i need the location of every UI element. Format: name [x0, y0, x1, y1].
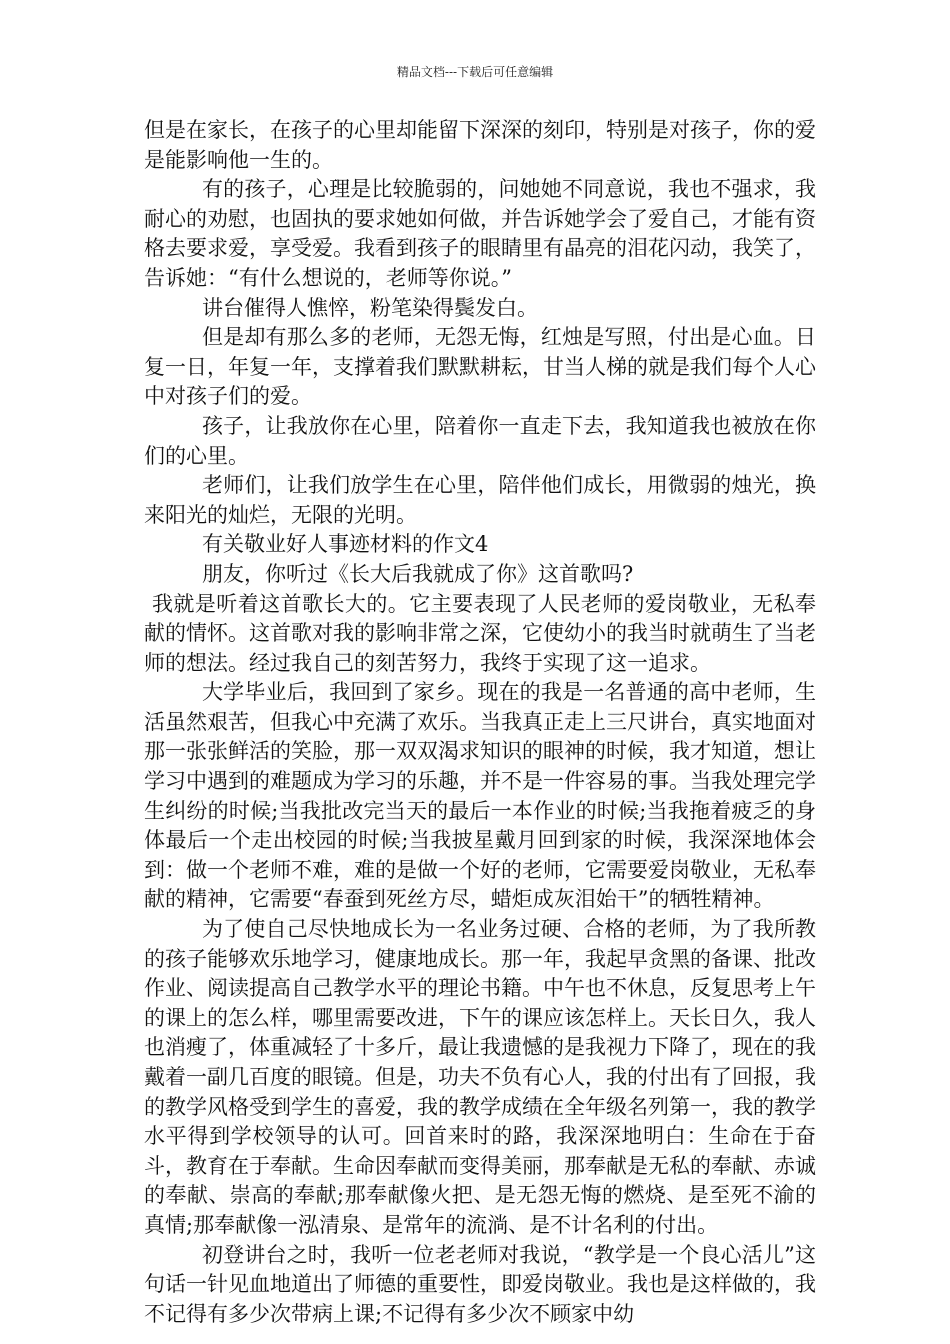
paragraph-10: 为了使自己尽快地成长为一名业务过硬、合格的老师，为了我所教的孩子能够欢乐地学习，健康地成长。那一年，我起早贪黑的备课、批改作业、阅读提高自己教学水平的理论书籍。中午也不休息，反复思考上午的课上的怎么样，哪里需要改进，下午的课应该怎样上。天长日久，我人也消瘦了，体重减轻了十多斤，最让我遗憾的是我视力下降了，现在的我戴着一副几百度的眼镜。但是，功夫不负有心人，我的付出有了回报，我的教学风格受到学生的喜爱，我的教学成绩在全年级名列第一，我的教学水平得到学校领导的认可。回首来时的路，我深深地明白：生命在于奋斗，教育在于奉献。生命因奉献而变得美丽，那奉献是无私的奉献、赤诚的奉献、崇高的奉献;那奉献像火把、是无怨无悔的燃烧、是至死不渝的真情;那奉献像一泓清泉、是常年的流淌、是不计名利的付出。: [144, 917, 816, 1237]
paragraph-3: 讲台催得人憔悴，粉笔染得鬓发白。: [202, 295, 538, 320]
paragraph-4: 但是却有那么多的老师，无怨无悔，红烛是写照，付出是心血。日复一日，年复一年，支撑着我们默默耕耘，甘当人梯的就是我们每个人心中对孩子们的爱。: [144, 325, 816, 409]
paragraph-9: 大学毕业后，我回到了家乡。现在的我是一名普通的高中老师，生活虽然艰苦，但我心中充满了欢乐。当我真正走上三尺讲台，真实地面对那一张张鲜活的笑脸，那一双双渴求知识的眼神的时候，我才知道，想让学习中遇到的难题成为学习的乐趣，并不是一件容易的事。当我处理完学生纠纷的时候;当我批改完当天的最后一本作业的时候;当我拖着疲乏的身体最后一个走出校园的时候;当我披星戴月回到家的时候，我深深地体会到：做一个老师不难，难的是做一个好的老师，它需要爱岗敬业，无私奉献的精神，它需要“春蚕到死丝方尽，蜡炬成灰泪始干”的牺牲精神。: [144, 680, 816, 912]
paragraph-5: 孩子，让我放你在心里，陪着你一直走下去，我知道我也被放在你们的心里。: [144, 413, 816, 468]
paragraph-8: 我就是听着这首歌长大的。它主要表现了人民老师的爱岗敬业，无私奉献的情怀。这首歌对我的影响非常之深，它使幼小的我当时就萌生了当老师的想法。经过我自己的刻苦努力，我终于实现了这一追求。: [144, 591, 816, 675]
paragraph-11: 初登讲台之时，我听一位老老师对我说，“教学是一个良心活儿”这句话一针见血地道出了师德的重要性，即爱岗敬业。我也是这样做的，我不记得有多少次带病上课;不记得有多少次不顾家中幼: [144, 1242, 816, 1326]
paragraph-1: 但是在家长，在孩子的心里却能留下深深的刻印，特别是对孩子，你的爱是能影响他一生的。: [144, 118, 816, 172]
section-heading: 有关敬业好人事迹材料的作文4: [202, 532, 489, 557]
paragraph-2: 有的孩子，心理是比较脆弱的，问她她不同意说，我也不强求，我耐心的劝慰，也固执的要求她如何做，并告诉她学会了爱自己，才能有资格去要求爱，享受爱。我看到孩子的眼睛里有晶亮的泪花闪动，我笑了，告诉她：“有什么想说的，老师等你说。”: [144, 177, 816, 290]
page-header: 精品文档---下载后可任意编辑: [396, 65, 554, 79]
paragraph-7: 朋友，你听过《长大后我就成了你》这首歌吗?: [202, 561, 634, 586]
paragraph-6: 老师们，让我们放学生在心里，陪伴他们成长，用微弱的烛光，换来阳光的灿烂，无限的光明。: [144, 473, 816, 527]
document-body: [144, 116, 816, 1329]
